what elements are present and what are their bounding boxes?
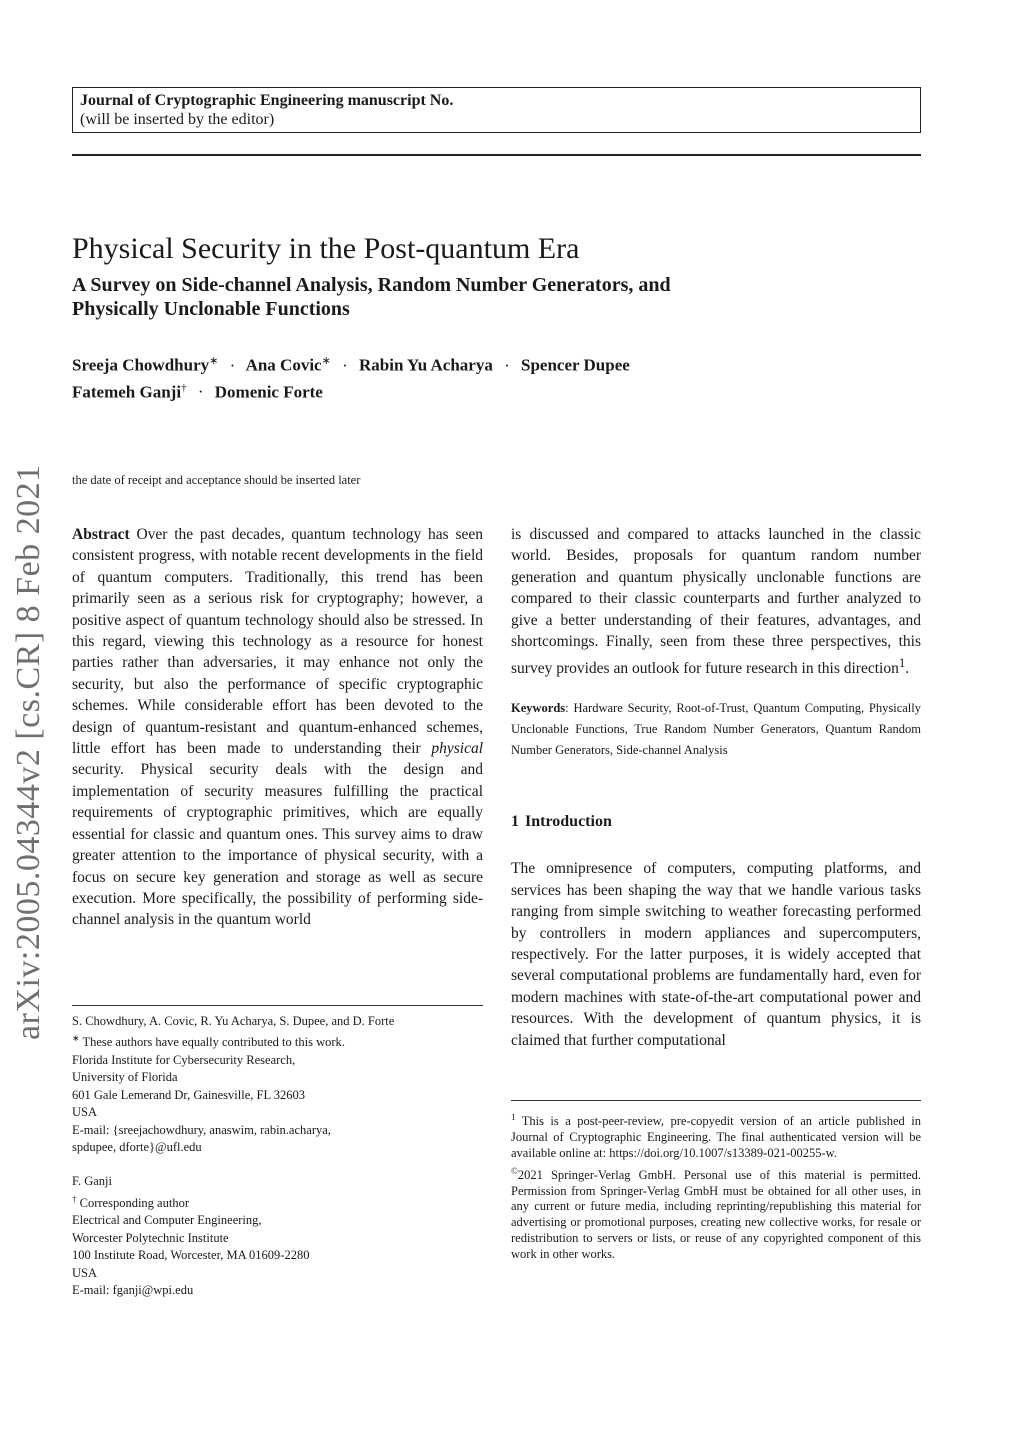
copyright-text: 2021 Springer-Verlag GmbH. Personal use of this material is permitted. Permission from Springer-Verlag GmbH must be obtained for all other uses, in any current or future media, including reprinting/republishing this material for advertising or promotional purposes, creating new collective works, for resale or redistribution to servers or lists, or reuse of any copyrighted component of this work in other works. xyxy=(511,1167,921,1261)
author-name: Sreeja Chowdhury xyxy=(72,355,210,375)
author-line-1 xyxy=(72,350,630,377)
affil-university: University of Florida xyxy=(72,1070,178,1085)
author-name: Rabin Yu Acharya xyxy=(359,355,493,375)
footnote-text xyxy=(511,1110,921,1162)
equal-contribution-mark: ∗ xyxy=(209,355,219,367)
abstract-continuation xyxy=(511,524,921,680)
footnote-rule xyxy=(511,1100,921,1101)
arxiv-identifier: arXiv:2005.04344v2 [cs.CR] 8 Feb 2021 xyxy=(10,464,47,1040)
author-separator: · xyxy=(197,382,204,402)
affiliation-rule xyxy=(72,1005,483,1006)
keywords-text: : Hardware Security, Root-of-Trust, Quantum Computing, Physically Unclonable Functions, True Random Number Generators, Quantum Random Number Generators, Side-channel Analysis xyxy=(511,701,921,757)
author-separator: · xyxy=(342,355,348,375)
affil-address: 601 Gale Lemerand Dr, Gainesville, FL 32603 xyxy=(72,1087,306,1102)
abstract-end: . xyxy=(905,660,910,678)
author-separator: · xyxy=(229,355,236,375)
corresponding-author-text: Corresponding author xyxy=(76,1195,189,1210)
affil-spacer xyxy=(72,1156,483,1173)
footnote-reference: 1 xyxy=(898,655,906,671)
equal-contribution-text: These authors have equally contributed to this work. xyxy=(79,1035,345,1050)
affil-corr-note xyxy=(72,1191,483,1213)
footnote-body: This is a post-peer-review, pre-copyedit version of an article published in Journal of Cryptographic Engineering. The final authenticated version will be available online at: https://doi.org/10.1007/s13389-021-00255-w. xyxy=(511,1114,921,1160)
paper-title: Physical Security in the Post-quantum Era xyxy=(72,232,580,265)
section-title: Introduction xyxy=(525,813,612,830)
abstract-label: Abstract xyxy=(72,526,130,543)
affil-email-cont: spdupee, dforte}@ufl.edu xyxy=(72,1140,202,1154)
right-column xyxy=(511,524,921,1051)
footnote-mark: 1 xyxy=(511,1112,516,1122)
author-line-2 xyxy=(72,377,630,404)
subtitle-line-2: Physically Unclonable Functions xyxy=(72,298,350,320)
header-rule xyxy=(72,154,921,156)
journal-name: Journal of Cryptographic Engineering manuscript No. xyxy=(80,92,454,109)
affiliations-block xyxy=(72,1013,483,1299)
affil-address-2: 100 Institute Road, Worcester, MA 01609-2280 xyxy=(72,1248,310,1263)
abstract-text-3: is discussed and compared to attacks launched in the classic world. Besides, proposals for quantum random number generation and quantum physically unclonable functions are compared to their classic counterparts and further analyzed to give a better understanding of their features, advantages, and shortcomings. Finally, seen from these three perspectives, this survey provides an outlook for future research in this direction xyxy=(511,526,921,678)
affil-wpi: Worcester Polytechnic Institute xyxy=(72,1230,229,1245)
footnote-block xyxy=(511,1110,921,1262)
received-note: the date of receipt and acceptance should be inserted later xyxy=(72,473,361,487)
abstract-text-2: security. Physical security deals with the design and implementation of security measures fulfilling the practical requirements of cryptographic primitives, which are equally essential for classic and quantum ones. This survey aims to draw greater attention to the importance of physical security, with a focus on secure key generation and storage as well as secure execution. More specifically, the possibility of performing side-channel analysis in the quantum world xyxy=(72,761,483,929)
affil-name-ganji: F. Ganji xyxy=(72,1174,112,1189)
journal-header-box xyxy=(72,87,921,133)
equal-contribution-mark: ∗ xyxy=(72,1033,80,1044)
abstract-paragraph xyxy=(72,524,483,931)
affil-institute: Florida Institute for Cybersecurity Research, xyxy=(72,1052,296,1067)
author-name: Domenic Forte xyxy=(214,382,323,402)
section-number: 1 xyxy=(511,813,519,830)
section-heading-introduction xyxy=(511,811,921,832)
affil-email: E-mail: {sreejachowdhury, anaswim, rabin.acharya, xyxy=(72,1122,331,1137)
left-column xyxy=(72,524,483,931)
affil-country-2: USA xyxy=(72,1265,98,1280)
copyright-symbol: © xyxy=(511,1165,518,1176)
affil-email-2: E-mail: fganji@wpi.edu xyxy=(72,1283,194,1297)
author-separator: · xyxy=(504,355,510,375)
copyright-notice xyxy=(511,1164,921,1263)
abstract-text-1: Over the past decades, quantum technology has seen consistent progress, with notable recent developments in the field of quantum computers. Traditionally, this trend has been primarily seen as a serious risk for cryptography; however, a positive aspect of quantum technology should also be stressed. In this regard, viewing this technology as a resource for honest parties rather than adversaries, it may enhance not only the security, but also the performance of specific cryptographic schemes. While considerable effort has been devoted to the design of quantum-resistant and quantum-enhanced schemes, little effort has been made to understanding their xyxy=(72,526,484,758)
subtitle-line-1: A Survey on Side-channel Analysis, Random Number Generators, and xyxy=(72,274,671,296)
author-name: Ana Covic xyxy=(245,355,322,375)
affil-department: Electrical and Computer Engineering, xyxy=(72,1213,262,1228)
affil-country: USA xyxy=(72,1105,98,1120)
abstract-emphasis: physical xyxy=(431,740,484,758)
author-name: Fatemeh Ganji xyxy=(72,382,182,402)
author-name: Spencer Dupee xyxy=(521,355,630,375)
paper-subtitle xyxy=(72,273,671,321)
equal-contribution-mark: ∗ xyxy=(321,355,331,367)
editor-note: (will be inserted by the editor) xyxy=(80,111,275,128)
author-list xyxy=(72,350,630,403)
keywords-paragraph xyxy=(511,698,921,761)
affil-equal-note xyxy=(72,1030,483,1052)
corresponding-author-mark: † xyxy=(181,381,187,394)
affil-names: S. Chowdhury, A. Covic, R. Yu Acharya, S. Dupee, and D. Forte xyxy=(72,1014,395,1028)
keywords-label: Keywords xyxy=(511,701,566,715)
introduction-paragraph: The omnipresence of computers, computing platforms, and services has been shaping the way that we handle various tasks ranging from simple switching to weather forecasting performed by controllers in modern appliances and supercomputers, respectively. For the latter purposes, it is widely accepted that several computational problems are fundamentally hard, even for modern machines with state-of-the-art computational power and resources. With the development of quantum physics, it is claimed that further computational xyxy=(511,860,921,1049)
corresponding-author-mark: † xyxy=(72,1193,77,1204)
